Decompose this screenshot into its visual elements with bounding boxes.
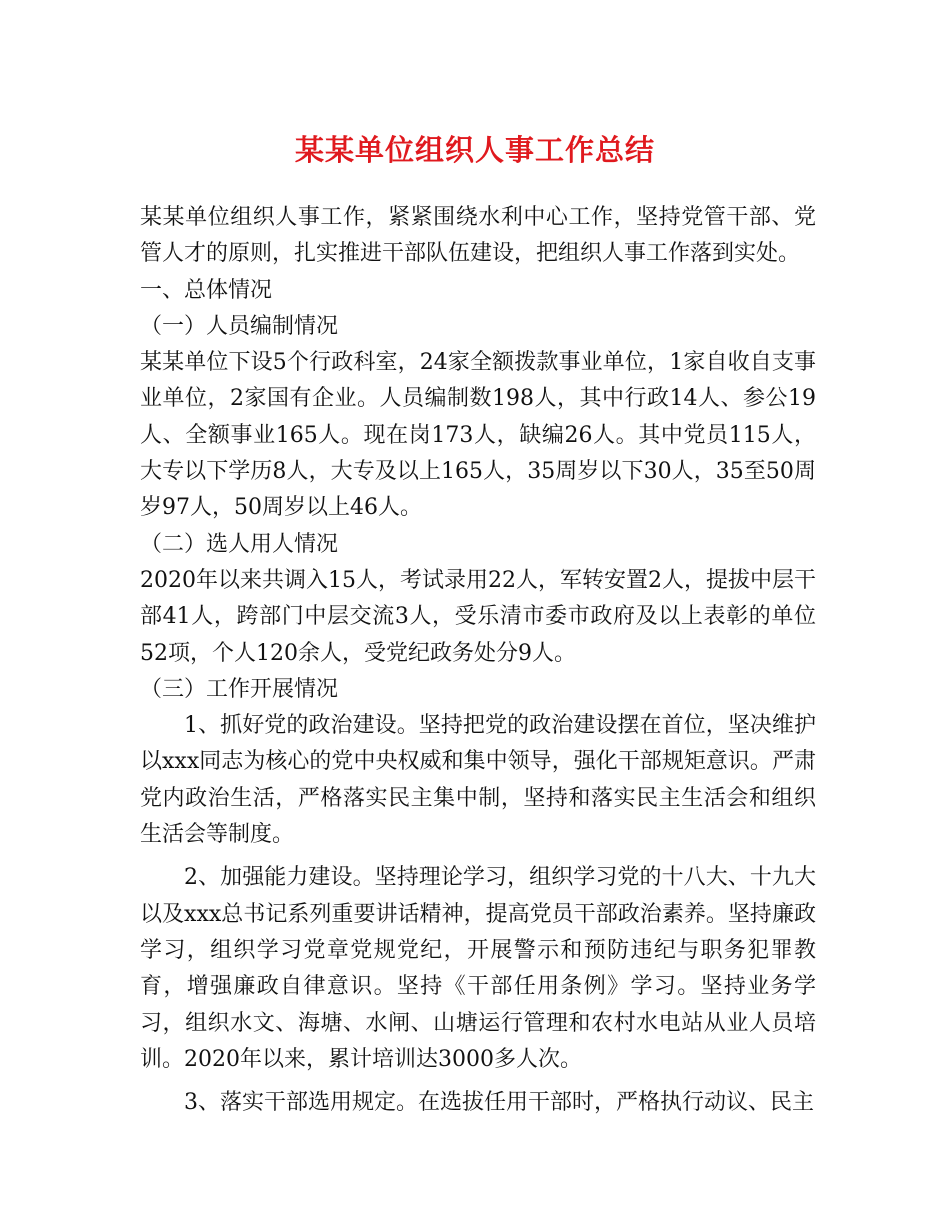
subsection-heading-selection: （二）选人用人情况 <box>140 531 339 557</box>
section-heading-overview: 一、总体情况 <box>140 277 273 303</box>
staffing-paragraph: 某某单位下设5个行政科室，24家全额拨款事业单位，1家自收自支事业单位，2家国有企业。人员编制数198人，其中行政14人、参公19人、全额事业165人。现在岗173人，缺编26人。其中党员115人，大专以下学历8人，大专及以上165人，35周岁以下30人，35至50周岁97人，50周岁以上46人。 <box>140 350 816 521</box>
work-item-capability: 2、加强能力建设。坚持理论学习，组织学习党的十八大、十九大以及xxx总书记系列重要讲话精神，提高党员干部政治素养。坚持廉政学习，组织学习党章党规党纪，开展警示和预防违纪与职务犯罪教育，增强廉政自律意识。坚持《干部任用条例》学习。坚持业务学习，组织水文、海塘、水闸、山塘运行管理和农村水电站从业人员培训。2020年以来，累计培训达3000多人次。 <box>140 865 816 1072</box>
subsection-heading-staffing: （一）人员编制情况 <box>140 313 339 339</box>
document-title: 某某单位组织人事工作总结 <box>294 133 655 167</box>
subsection-heading-work: （三）工作开展情况 <box>140 676 339 702</box>
work-item-cadre-selection: 3、落实干部选用规定。在选拔任用干部时，严格执行动议、民主 <box>184 1090 814 1116</box>
selection-paragraph: 2020年以来共调入15人，考试录用22人，军转安置2人，提拔中层干部41人，跨部门中层交流3人，受乐清市委市政府及以上表彰的单位52项，个人120余人，受党纪政务处分9人。 <box>140 567 816 666</box>
intro-paragraph: 某某单位组织人事工作，紧紧围绕水利中心工作，坚持党管干部、党管人才的原则，扎实推进干部队伍建设，把组织人事工作落到实处。 <box>140 205 816 267</box>
document-body <box>140 200 816 1121</box>
work-item-political: 1、抓好党的政治建设。坚持把党的政治建设摆在首位，坚决维护以xxx同志为核心的党中央权威和集中领导，强化干部规矩意识。严肃党内政治生活，严格落实民主集中制，坚持和落实民主生活会和组织生活会等制度。 <box>140 713 816 848</box>
